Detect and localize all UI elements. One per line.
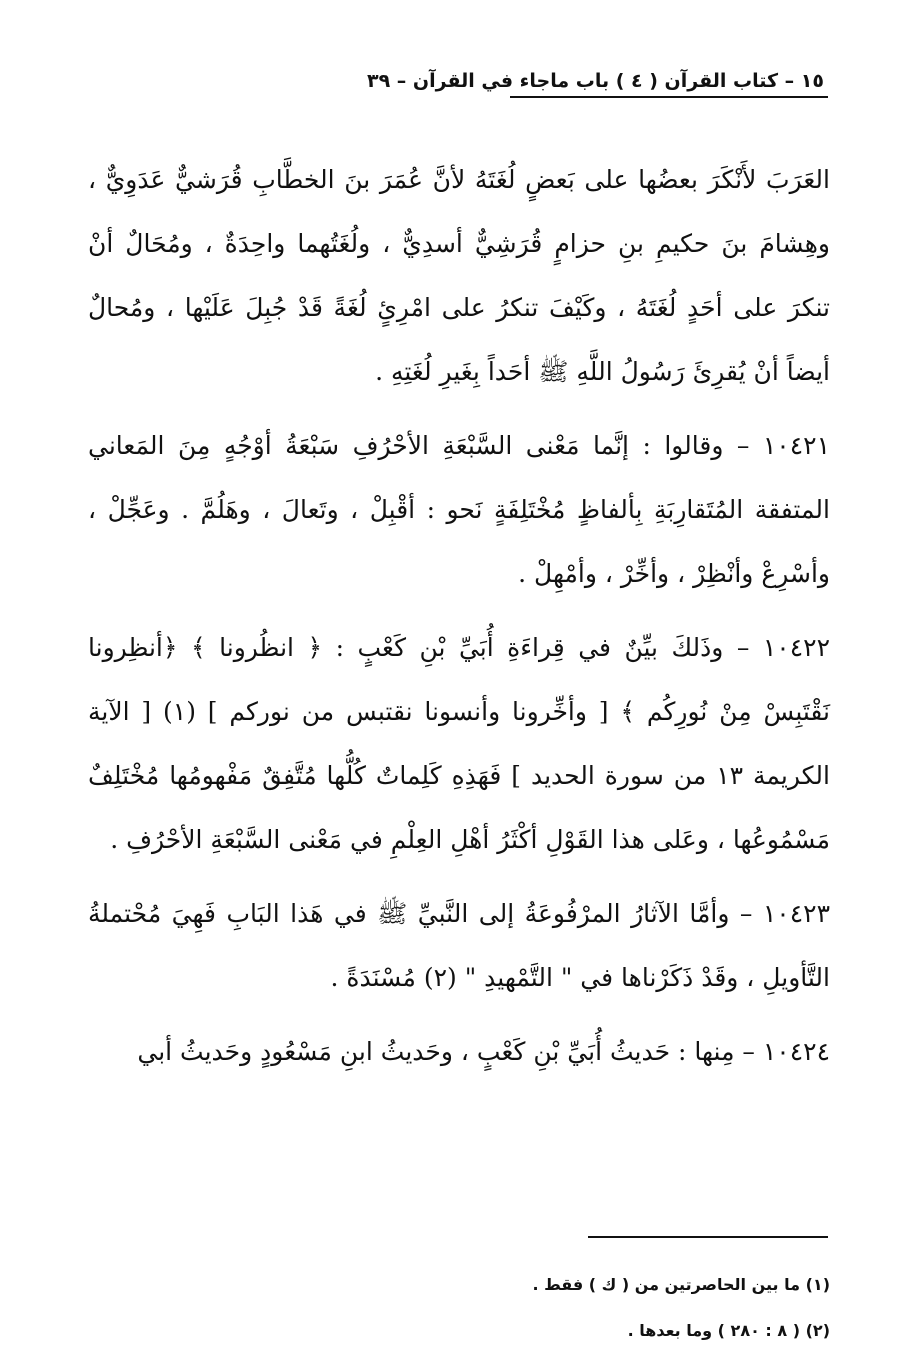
footnote-2: (٢) ( ٨ : ٢٨٠ ) وما بعدها . <box>627 1321 830 1340</box>
footnote-1: (١) ما بين الحاصرتين من ( ك ) فقط . <box>532 1275 830 1294</box>
paragraph-10421: ١٠٤٢١ – وقالوا : إنَّما مَعْنى السَّبْعَةِ الأحْرُفِ سَبْعَةُ أوْجُهٍ مِنَ المَعاني المتفقة المُتَقارِبَةِ بِألفاظٍ مُخْتَلِفَةٍ نَحو : أقْبِلْ ، وتَعالَ ، وهَلُمَّ . وعَجِّلْ ، وأسْرِعْ وأنْظِرْ ، وأخِّرْ ، وأمْهِلْ . <box>88 431 830 588</box>
footnotes <box>88 1262 830 1354</box>
main-text <box>88 148 830 1084</box>
running-header: ١٥ – كتاب القرآن ( ٤ ) باب ماجاء في القرآن – ٣٩ <box>366 70 824 92</box>
paragraph-10424: ١٠٤٢٤ – مِنها : حَديثُ أُبَيِّ بْنِ كَعْبٍ ، وحَديثُ ابنِ مَسْعُودٍ وحَديثُ أبي <box>137 1037 830 1066</box>
footnote-rule <box>588 1236 828 1238</box>
header-rule <box>510 96 828 98</box>
paragraph-10423: ١٠٤٢٣ – وأمَّا الآثارُ المرْفُوعَةُ إلى النَّبيِّ ﷺ في هَذا البَابِ فَهِيَ مُحْتملةُ التَّأويلِ ، وقَدْ ذَكَرْناها في " التَّمْهيدِ " (٢) مُسْنَدَةً . <box>88 899 830 992</box>
paragraph-10422: ١٠٤٢٢ – وذَلكَ بيِّنٌ في قِراءَةِ أُبَيِّ بْنِ كَعْبٍ : ﴿ انظُرونا ﴾ ﴿أنظِرونا نَقْتَبِسْ مِنْ نُورِكُم ﴾ [ وأخِّرونا وأنسونا نقتبس من نوركم ] (١) [ الآية الكريمة ١٣ من سورة الحديد ] فَهَذِهِ كَلِماتٌ كُلُّها مُتَّفِقٌ مَفْهومُها مُخْتَلِفٌ مَسْمُوعُها ، وعَلى هذا القَوْلِ أكْثَرُ أهْلِ العِلْمِ في مَعْنى السَّبْعَةِ الأحْرُفِ . <box>88 633 831 854</box>
paragraph-continuation: العَرَبَ لأَنْكَرَ بعضُها على بَعضٍ لُغَتَهُ لأنَّ عُمَرَ بنَ الخطَّابِ قُرَشيٌّ عَدَوِيٌّ ، وهِشامَ بنَ حكيمِ بنِ حزامٍ قُرَشِيٌّ أسدِيٌّ ، ولُغَتُهما واحِدَةٌ ، ومُحَالٌ أنْ تنكرَ على أحَدٍ لُغَتَهُ ، وكَيْفَ تنكرُ على امْرِئٍ لُغَةً قَدْ جُبِلَ عَلَيْها ، ومُحالٌ أيضاً أنْ يُقرِئَ رَسُولُ اللَّهِ ﷺ أحَداً بِغَيرِ لُغَتِهِ . <box>88 165 830 386</box>
